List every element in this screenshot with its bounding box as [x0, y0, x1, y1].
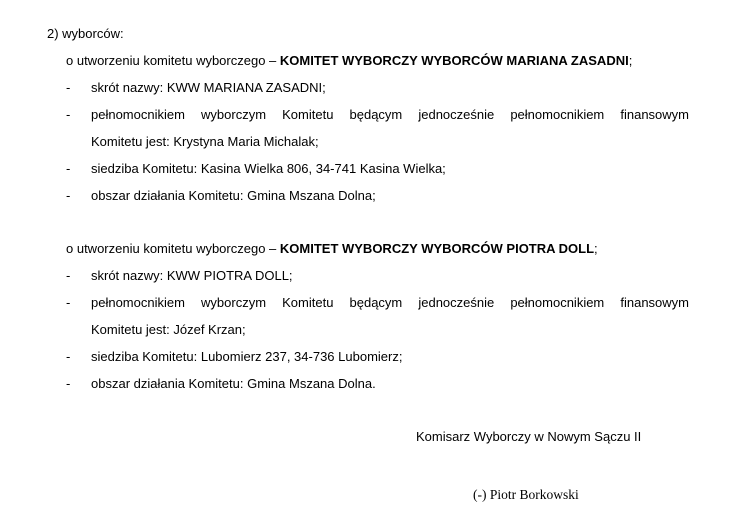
- committee-2-proxy-line-2: Komitetu jest: Józef Krzan;: [91, 322, 246, 337]
- committee-2-dash-1: -: [66, 268, 71, 283]
- committee-1-dash-1: -: [66, 80, 71, 95]
- committee-1-name: KOMITET WYBORCZY WYBORCÓW MARIANA ZASADNI: [279, 53, 629, 68]
- committee-1-proxy-line-1: pełnomocnikiem wyborczym Komitetu będącym jednocześnie pełnomocnikiem finansowym: [91, 107, 689, 122]
- committee-1-intro-text: o utworzeniu komitetu wyborczego –: [66, 53, 280, 68]
- committee-2-intro-end: ;: [594, 241, 598, 256]
- committee-2-dash-2: -: [66, 295, 71, 310]
- committee-1-intro-end: ;: [628, 53, 633, 68]
- committee-2-dash-4: -: [66, 376, 71, 391]
- committee-1-dash-4: -: [66, 188, 71, 203]
- committee-2-dash-3: -: [66, 349, 71, 364]
- signature-name: (-) Piotr Borkowski: [473, 487, 579, 502]
- committee-1-proxy-line-2: Komitetu jest: Krystyna Maria Michalak;: [91, 134, 319, 149]
- committee-2-proxy-line-1: pełnomocnikiem wyborczym Komitetu będącym jednocześnie pełnomocnikiem finansowym: [91, 295, 689, 310]
- section-heading: 2) wyborców:: [47, 26, 124, 41]
- committee-1-dash-3: -: [66, 161, 71, 176]
- committee-1-intro: [66, 53, 632, 69]
- committee-2-intro: [66, 241, 598, 257]
- committee-2-seat: siedziba Komitetu: Lubomierz 237, 34-736 Lubomierz;: [91, 349, 403, 364]
- committee-2-name: KOMITET WYBORCZY WYBORCÓW PIOTRA DOLL: [279, 241, 595, 256]
- committee-2-area: obszar działania Komitetu: Gmina Mszana Dolna.: [91, 376, 376, 391]
- committee-1-dash-2: -: [66, 107, 71, 122]
- committee-2-intro-text: o utworzeniu komitetu wyborczego –: [66, 241, 280, 256]
- committee-2-short-name: skrót nazwy: KWW PIOTRA DOLL;: [91, 268, 293, 283]
- committee-1-short-name: skrót nazwy: KWW MARIANA ZASADNI;: [91, 80, 326, 95]
- committee-1-seat: siedziba Komitetu: Kasina Wielka 806, 34-741 Kasina Wielka;: [91, 161, 446, 176]
- committee-1-area: obszar działania Komitetu: Gmina Mszana Dolna;: [91, 188, 376, 203]
- signature-title: Komisarz Wyborczy w Nowym Sączu II: [416, 429, 642, 444]
